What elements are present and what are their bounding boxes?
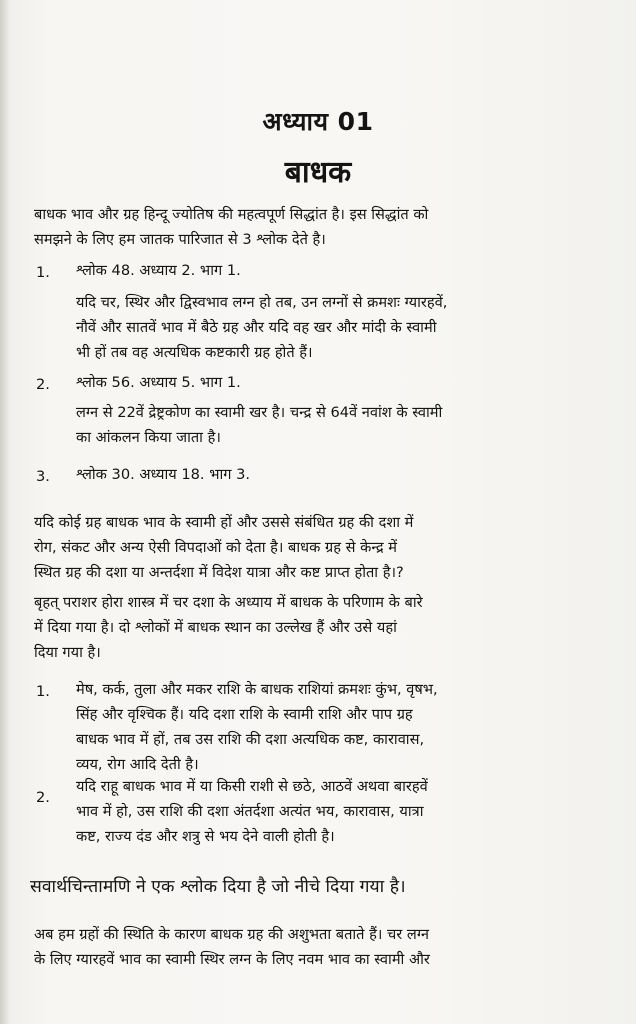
paragraph-line: के लिए ग्यारहवें भाव का स्वामी स्थिर लग्न के लिए नवम भाव का स्वामी और [34, 951, 430, 968]
intro-line: बाधक भाव और ग्रह हिन्दू ज्योतिष की महत्वपूर्ण सिद्धांत है। इस सिद्धांत को [34, 206, 429, 223]
point-line: भाव में हो, उस राशि की दशा अंतर्दशा अत्यंत भय, कारावास, यात्रा [76, 803, 424, 820]
point-line: यदि राहू बाधक भाव में या किसी राशी से छठे, आठवें अथवा बारहवें [76, 778, 428, 795]
paragraph-line: स्थित ग्रह की दशा या अन्तर्दशा में विदेश यात्रा और कष्ट प्राप्त होता है।? [34, 564, 404, 581]
paragraph-line: बृहत् पराशर होरा शास्त्र में चर दशा के अध्याय में बाधक के परिणाम के बारे [34, 594, 423, 611]
point-line: कष्ट, राज्य दंड और शत्रु से भय देने वाली होती है। [76, 828, 335, 845]
shloka-line: यदि चर, स्थिर और द्विस्वभाव लग्न हो तब, उन लग्नों से क्रमशः ग्यारहवें, [76, 294, 448, 311]
paragraph-line: दिया गया है। [34, 644, 101, 661]
intro-paragraph [34, 202, 582, 252]
shloka-number: 3. [36, 468, 50, 485]
shloka-text [76, 400, 586, 450]
intro-line: समझने के लिए हम जातक पारिजात से 3 श्लोक देते है। [34, 231, 326, 248]
point-line: मेष, कर्क, तुला और मकर राशि के बाधक राशियां क्रमशः कुंभ, वृषभ, [76, 681, 438, 698]
point-number: 1. [36, 683, 50, 700]
shloka-text [76, 290, 586, 365]
point-number: 2. [36, 789, 50, 806]
shloka-line: भी हों तब वह अत्यधिक कष्टकारी ग्रह होते हैं। [76, 344, 313, 361]
chapter-number: अध्याय 01 [262, 107, 374, 136]
shloka-reference: श्लोक 48. अध्याय 2. भाग 1. [76, 262, 241, 279]
paragraph-parashar [34, 590, 582, 665]
shloka-line: लग्न से 22वें द्रेष्ट्रकोण का स्वामी खर है। चन्द्र से 64वें नवांश के स्वामी [76, 404, 443, 421]
shloka-line: का आंकलन किया जाता है। [76, 429, 221, 446]
shloka-reference: श्लोक 56. अध्याय 5. भाग 1. [76, 374, 241, 391]
paragraph-line: यदि कोई ग्रह बाधक भाव के स्वामी हों और उससे संबंधित ग्रह की दशा में [34, 514, 414, 531]
shloka-number: 2. [36, 376, 50, 393]
shloka-number: 1. [36, 264, 50, 281]
paragraph-line: रोग, संकट और अन्य ऐसी विपदाओं को देता है। बाधक ग्रह से केन्द्र में [34, 539, 397, 556]
shloka-reference: श्लोक 30. अध्याय 18. भाग 3. [76, 466, 251, 483]
point-text [76, 677, 586, 777]
point-line: व्यय, रोग आदि देती है। [76, 756, 199, 773]
point-line: सिंह और वृश्चिक हैं। यदि दशा राशि के स्वामी राशि और पाप ग्रह [76, 706, 413, 723]
point-line: बाधक भाव में हों, तब उस राशि की दशा अत्यधिक कष्ट, कारावास, [76, 731, 425, 748]
paragraph-badhak-dasha [34, 510, 582, 585]
point-text [76, 774, 586, 849]
sarvarthachintamani-heading: सवार्थचिन्तामणि ने एक श्लोक दिया है जो नीचे दिया गया है। [30, 877, 406, 897]
paragraph-planet-position [34, 922, 582, 972]
paragraph-line: में दिया गया है। दो श्लोकों में बाधक स्थान का उल्लेख हैं और उसे यहां [34, 619, 397, 636]
chapter-title: बाधक [284, 155, 352, 190]
paragraph-line: अब हम ग्रहों की स्थिति के कारण बाधक ग्रह की अशुभता बताते हैं। चर लग्न [34, 926, 430, 943]
shloka-line: नौवें और सातवें भाव में बैठे ग्रह और यदि वह खर और मांदी के स्वामी [76, 319, 437, 336]
